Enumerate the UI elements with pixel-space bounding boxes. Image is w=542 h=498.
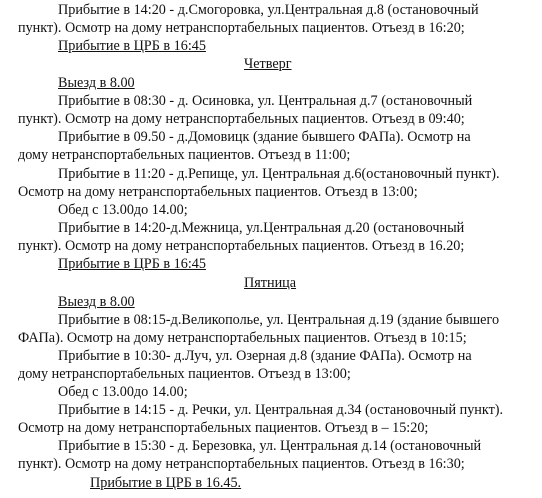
text-line: Осмотр на дому нетранспортабельных пациентов. Отъезд в 13:00; — [18, 184, 418, 200]
text-line: дому нетранспортабельных пациентов. Отъезд в 13:00; — [18, 366, 351, 382]
text-line: Прибытие в 14:15 - д. Речки, ул. Центральная д.34 (остановочный пункт). — [58, 402, 504, 418]
departure-time: Выезд в 8.00 — [58, 75, 135, 91]
text-line: Прибытие в 14:20-д.Межница, ул.Центральная д.20 (остановочный — [58, 220, 465, 236]
lunch-break: Обед с 13.00до 14.00; — [58, 384, 188, 400]
text-line: пункт). Осмотр на дому нетранспортабельных пациентов. Отъезд в 16.20; — [18, 238, 465, 254]
text-line: Прибытие в 10:30- д.Луч, ул. Озерная д.8 (здание ФАПа). Осмотр на — [58, 348, 472, 364]
text-line: Осмотр на дому нетранспортабельных пациентов. Отъезд в – 15:20; — [18, 420, 429, 436]
text-line: Прибытие в 11:20 - д.Репище, ул. Центральная д.6(остановочный пункт). — [58, 166, 500, 182]
text-line: Прибытие в 09.50 - д.Домовицк (здание бывшего ФАПа). Осмотр на — [58, 129, 471, 145]
text-line: Прибытие в 15:30 - д. Березовка, ул. Центральная д.14 (остановочный — [58, 438, 482, 454]
day-heading-friday: Пятница — [244, 275, 297, 291]
text-line: пункт). Осмотр на дому нетранспортабельных пациентов. Отъезд в 16:20; — [18, 20, 465, 36]
text-line: Прибытие в 14:20 - д.Смогоровка, ул.Центральная д.8 (остановочный — [58, 2, 479, 18]
day-heading-thursday: Четверг — [244, 56, 292, 72]
return-arrival: Прибытие в ЦРБ в 16:45 — [58, 256, 206, 272]
text-line: Прибытие в 08:15-д.Великополье, ул. Центральная д.19 (здание бывшего — [58, 312, 500, 328]
departure-time: Выезд в 8.00 — [58, 294, 135, 310]
text-line: Прибытие в 08:30 - д. Осиновка, ул. Центральная д.7 (остановочный — [58, 93, 473, 109]
lunch-break: Обед с 13.00до 14.00; — [58, 202, 188, 218]
return-arrival: Прибытие в ЦРБ в 16.45. — [90, 475, 242, 491]
text-line: пункт). Осмотр на дому нетранспортабельных пациентов. Отъезд в 09:40; — [18, 111, 465, 127]
text-line: пункт). Осмотр на дому нетранспортабельных пациентов. Отъезд в 16:30; — [18, 456, 465, 472]
text-line: дому нетранспортабельных пациентов. Отъезд в 11:00; — [18, 147, 351, 163]
text-line: ФАПа). Осмотр на дому нетранспортабельных пациентов. Отъезд в 10:15; — [18, 330, 467, 346]
return-arrival: Прибытие в ЦРБ в 16:45 — [58, 38, 206, 54]
